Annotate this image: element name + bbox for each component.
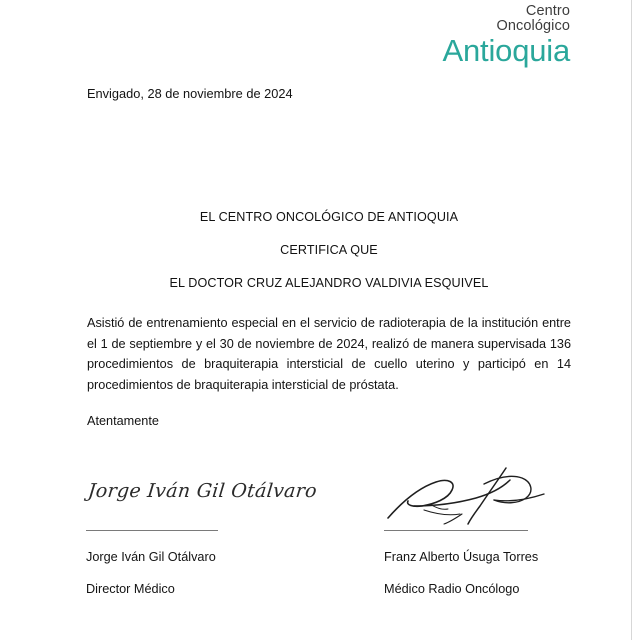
signatory-name-left: Jorge Iván Gil Otálvaro: [86, 550, 216, 564]
signature-graphic-left: [86, 462, 319, 530]
handwritten-signature-icon: Jorge Iván Gil Otálvaro: [86, 480, 319, 502]
date-line: Envigado, 28 de noviembre de 2024: [87, 86, 293, 101]
letterhead-line-oncologico: Oncológico: [496, 17, 570, 34]
letterhead-line-centro: Centro: [525, 3, 570, 19]
signature-area: [0, 462, 640, 612]
signatory-name-right: Franz Alberto Úsuga Torres: [384, 550, 539, 564]
heading-organization: EL CENTRO ONCOLÓGICO DE ANTIOQUIA: [199, 210, 459, 224]
heading-subject-name: EL DOCTOR CRUZ ALEJANDRO VALDIVIA ESQUIVEL: [169, 276, 489, 290]
signature-rule-right: [384, 530, 528, 531]
signature-rule-left: [86, 530, 218, 531]
handwritten-signature-scrawl-icon: [384, 462, 554, 530]
body-paragraph: Asistió de entrenamiento especial en el servicio de radioterapia de la institución entre el 1 de septiembre y el 30 de noviembre de 2024, realizó de manera supervisada 136 procedimientos de braquiterapia intersticial de cuello uterino y participó en 14 procedimientos de braquiterapia intersticial de próstata.: [87, 316, 571, 392]
signature-block-right: [384, 462, 614, 596]
closing-salutation: Atentamente: [87, 414, 159, 428]
signatory-title-right: Médico Radio Oncólogo: [384, 582, 520, 596]
signature-graphic-right: [384, 462, 614, 530]
letterhead-logo: [443, 4, 570, 67]
signature-block-left: [86, 462, 319, 596]
certificate-heading: [87, 210, 571, 290]
letterhead-brand-antioquia: Antioquia: [442, 32, 570, 68]
heading-certifies: CERTIFICA QUE: [280, 243, 378, 257]
signatory-title-left: Director Médico: [86, 582, 175, 596]
